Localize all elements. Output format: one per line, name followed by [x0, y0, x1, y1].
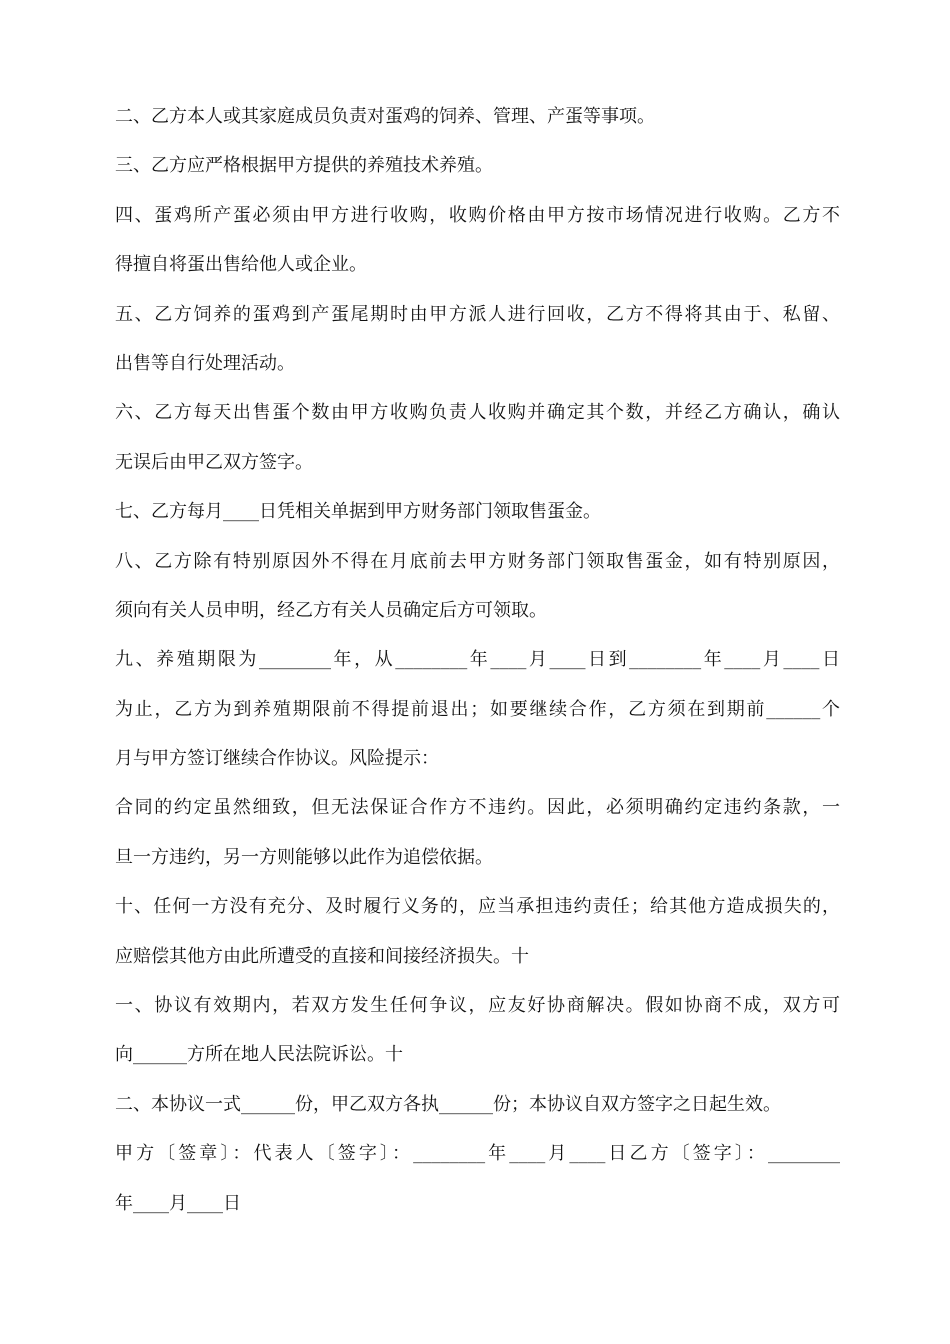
- risk-note-line-1: 合同的约定虽然细致，但无法保证合作方不违约。因此，必须明确约定违约条款，一: [115, 797, 840, 819]
- signature-line-2: 年____月____日: [115, 1192, 241, 1214]
- clause-11-line-2: 向______方所在地人民法院诉讼。十: [115, 1044, 403, 1066]
- clause-9-line-1: 九、养殖期限为________年，从________年____月____日到________年____月____日: [115, 649, 840, 671]
- clause-3-line-1: 三、乙方应严格根据甲方提供的养殖技术养殖。: [115, 155, 493, 177]
- clause-12-line-1: 二、本协议一式______份，甲乙双方各执______份；本协议自双方签字之日起生效。: [115, 1093, 781, 1115]
- clause-10-line-1: 十、任何一方没有充分、及时履行义务的，应当承担违约责任；给其他方造成损失的，: [115, 896, 840, 918]
- clause-11-line-1: 一、协议有效期内，若双方发生任何争议，应友好协商解决。假如协商不成，双方可: [115, 995, 840, 1017]
- clause-2-line-1: 二、乙方本人或其家庭成员负责对蛋鸡的饲养、管理、产蛋等事项。: [115, 106, 655, 127]
- clause-10-line-2: 应赔偿其他方由此所遭受的直接和间接经济损失。十: [115, 945, 529, 967]
- clause-5-line-2: 出售等自行处理活动。: [115, 352, 295, 374]
- clause-6-line-2: 无误后由甲乙双方签字。: [115, 451, 313, 473]
- clause-9-line-3: 月与甲方签订继续合作协议。风险提示：: [115, 748, 439, 770]
- signature-line-1: 甲方〔签章〕：代表人〔签字〕：________年____月____日乙方〔签字〕：________: [115, 1143, 840, 1165]
- clause-4-line-1: 四、蛋鸡所产蛋必须由甲方进行收购，收购价格由甲方按市场情况进行收购。乙方不: [115, 204, 840, 226]
- clause-9-line-2: 为止，乙方为到养殖期限前不得提前退出；如要继续合作，乙方须在到期前______个: [115, 698, 840, 720]
- clause-7-line-1: 七、乙方每月____日凭相关单据到甲方财务部门领取售蛋金。: [115, 501, 601, 523]
- risk-note-line-2: 旦一方违约，另一方则能够以此作为追偿依据。: [115, 846, 493, 868]
- clause-8-line-1: 八、乙方除有特别原因外不得在月底前去甲方财务部门领取售蛋金，如有特别原因，: [115, 550, 840, 572]
- document-body: [115, 92, 840, 1228]
- clause-6-line-1: 六、乙方每天出售蛋个数由甲方收购负责人收购并确定其个数，并经乙方确认，确认: [115, 402, 840, 424]
- clause-5-line-1: 五、乙方饲养的蛋鸡到产蛋尾期时由甲方派人进行回收，乙方不得将其由于、私留、: [115, 303, 840, 325]
- clause-8-line-2: 须向有关人员申明，经乙方有关人员确定后方可领取。: [115, 599, 547, 621]
- clause-4-line-2: 得擅自将蛋出售给他人或企业。: [115, 254, 367, 276]
